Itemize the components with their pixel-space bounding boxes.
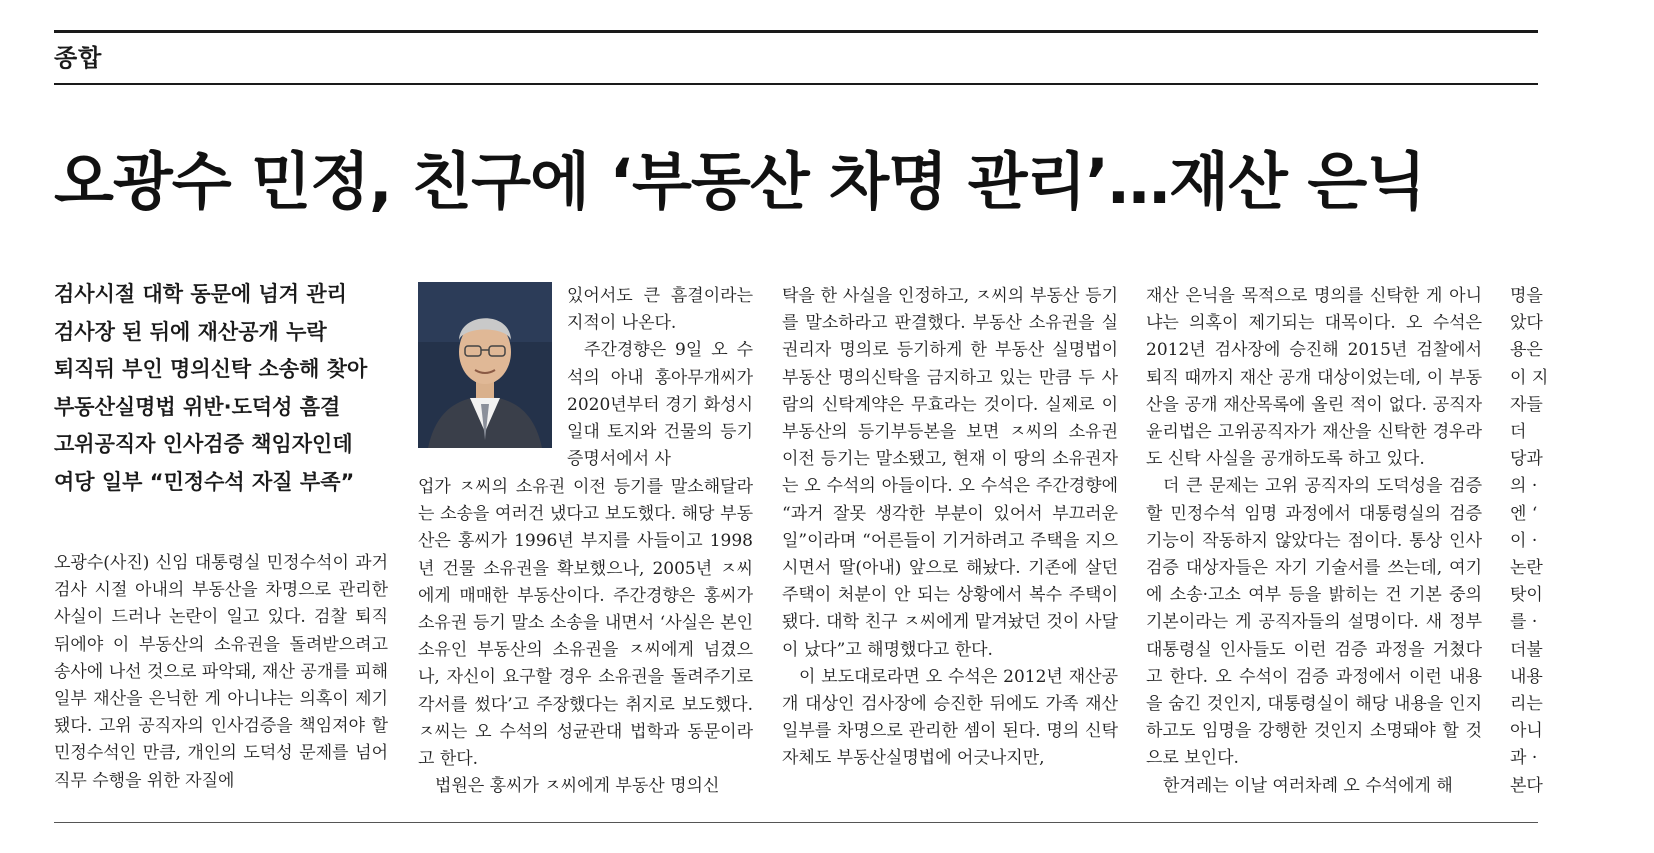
subhead-line: 검사시절 대학 동문에 넘겨 관리	[54, 282, 347, 306]
line-fragment: 더불	[1510, 639, 1543, 660]
portrait-photo	[418, 282, 552, 448]
headline: 오광수 민정, 친구에 ‘부동산 차명 관리’…재산 은닉	[54, 145, 1426, 218]
line-fragment: 아니	[1510, 721, 1543, 742]
line-fragment: 엔 ‘	[1510, 503, 1538, 524]
line-fragment: 탓이	[1510, 585, 1543, 606]
line-fragment: 를 ·	[1510, 612, 1538, 633]
line-fragment: 리는	[1510, 694, 1543, 715]
subheads	[54, 276, 394, 501]
line-fragment: 용은	[1510, 340, 1543, 361]
paragraph: 오광수(사진) 신임 대통령실 민정수석이 과거 검사 시절 아내의 부동산을 차명으로 관리한 사실이 드러나 논란이 일고 있다. 검찰 퇴직 뒤에야 이 부동산의 소유권을 돌려받으려고 송사에 나선 것으로 파악돼, 재산 공개를 피해 일부 재산을 은닉한 게 아니냐는 의혹이 제기됐다. 고위 공직자의 인사검증을 책임져야 할 민정수석인 만큼, 개인의 도덕성 문제를 넘어 직무 수행을 위한 자질에	[54, 553, 388, 791]
column-1	[54, 550, 388, 795]
subhead-line: 고위공직자 인사검증 책임자인데	[54, 432, 353, 456]
section-rule	[54, 83, 1538, 85]
line-fragment: 의 ·	[1510, 476, 1538, 497]
bottom-rule	[54, 822, 1538, 823]
top-rule	[54, 30, 1538, 33]
line-fragment: 논란	[1510, 558, 1543, 579]
column-5-partial	[1510, 283, 1549, 800]
line-fragment: 더	[1510, 422, 1527, 443]
column-2-wrap	[567, 283, 753, 473]
section-label: 종합	[54, 44, 103, 72]
line-fragment: 과 ·	[1510, 748, 1538, 769]
subhead-line: 부동산실명법 위반·도덕성 흠결	[54, 394, 341, 419]
line-fragment: 자들	[1510, 394, 1543, 415]
paragraph: 법원은 홍씨가 ㅈ씨에게 부동산 명의신	[435, 776, 720, 797]
column-2	[418, 474, 753, 800]
paragraph: 탁을 한 사실을 인정하고, ㅈ씨의 부동산 등기를 말소하라고 판결했다. 부동산 소유권을 실권리자 명의로 등기하게 한 부동산 실명법이 부동산 명의신탁을 금지하고 있는 만큼 두 사람의 신탁계약은 무효라는 것이다. 실제로 이 부동산의 등기부등본을 보면 ㅈ씨의 소유권 이전 등기는 말소됐고, 현재 이 땅의 소유권자는 오 수석의 아들이다. 오 수석은 주간경향에 “과거 잘못 생각한 부분이 있어서 부끄러운 일”이라며 “어른들이 기거하려고 주택을 지으시면서 딸(아내) 앞으로 해놨다. 기존에 살던 주택이 처분이 안 되는 상황에서 복수 주택이 됐다. 대학 친구 ㅈ씨에게 맡겨놨던 것이 사달이 났다”고 해명했다고 한다.	[782, 286, 1118, 660]
paragraph: 한겨레는 이날 여러차례 오 수석에게 해	[1163, 775, 1453, 796]
line-fragment: 명을	[1510, 286, 1543, 306]
column-4	[1146, 283, 1482, 800]
subhead-line: 여당 일부 “민정수석 자질 부족”	[54, 469, 355, 494]
line-fragment: 이 ·	[1510, 530, 1538, 551]
line-fragment: 이 지	[1510, 367, 1549, 388]
paragraph: 업가 ㅈ씨의 소유권 이전 등기를 말소해달라는 소송을 여러건 냈다고 보도했다. 해당 부동산은 홍씨가 1996년 부지를 사들이고 1998년 건물 소유권을 확보했으나, 2005년 ㅈ씨에게 매매한 부동산이다. 주간경향은 홍씨가 소유권 등기 말소 소송을 내면서 ‘사실은 본인 소유인 부동산의 소유권을 ㅈ씨에게 넘겼으나, 자신이 요구할 경우 소유권을 돌려주기로 각서를 썼다’고 주장했다는 취지로 보도했다. ㅈ씨는 오 수석의 성균관대 법학과 동문이라고 한다.	[418, 477, 753, 770]
line-fragment: 본다	[1510, 775, 1543, 796]
portrait-illustration	[418, 282, 552, 448]
paragraph: 주간경향은 9일 오 수석의 아내 홍아무개씨가 2020년부터 경기 화성시 일대 토지와 건물의 등기증명서에서 사	[567, 340, 753, 470]
line-fragment: 내용	[1510, 666, 1543, 687]
paragraph: 재산 은닉을 목적으로 명의를 신탁한 게 아니냐는 의혹이 제기되는 대목이다. 오 수석은 2012년 검사장에 승진해 2015년 검찰에서 퇴직 때까지 재산 공개 대상이었는데, 이 부동산을 공개 재산목록에 올린 적이 없다. 공직자윤리법은 고위공직자가 재산을 신탁한 경우라도 신탁 사실을 공개하도록 하고 있다.	[1146, 286, 1482, 470]
line-fragment: 았다	[1510, 313, 1543, 334]
subhead-line: 퇴직뒤 부인 명의신탁 소송해 찾아	[54, 357, 368, 381]
paragraph: 더 큰 문제는 고위 공직자의 도덕성을 검증할 민정수석 임명 과정에서 대통령실의 검증 기능이 작동하지 않았다는 점이다. 통상 인사검증 대상자들은 자기 기술서를 쓰는데, 여기에 소송·고소 여부 등을 밝히는 건 기본 중의 기본이라는 게 공직자들의 설명이다. 새 정부 대통령실 인사들도 이런 검증 과정을 거쳤다고 한다. 오 수석이 검증 과정에서 이런 내용을 숨긴 것인지, 대통령실이 해당 내용을 인지하고도 임명을 강행한 것인지 소명돼야 할 것으로 보인다.	[1146, 476, 1482, 769]
column-3	[782, 283, 1118, 773]
paragraph: 있어서도 큰 흠결이라는 지적이 나온다.	[567, 286, 753, 334]
paragraph: 이 보도대로라면 오 수석은 2012년 재산공개 대상인 검사장에 승진한 뒤에도 가족 재산 일부를 차명으로 관리한 셈이 된다. 명의 신탁 자체도 부동산실명법에 어긋나지만,	[782, 666, 1118, 769]
line-fragment: 당과	[1510, 449, 1543, 470]
subhead-line: 검사장 된 뒤에 재산공개 누락	[54, 319, 327, 344]
